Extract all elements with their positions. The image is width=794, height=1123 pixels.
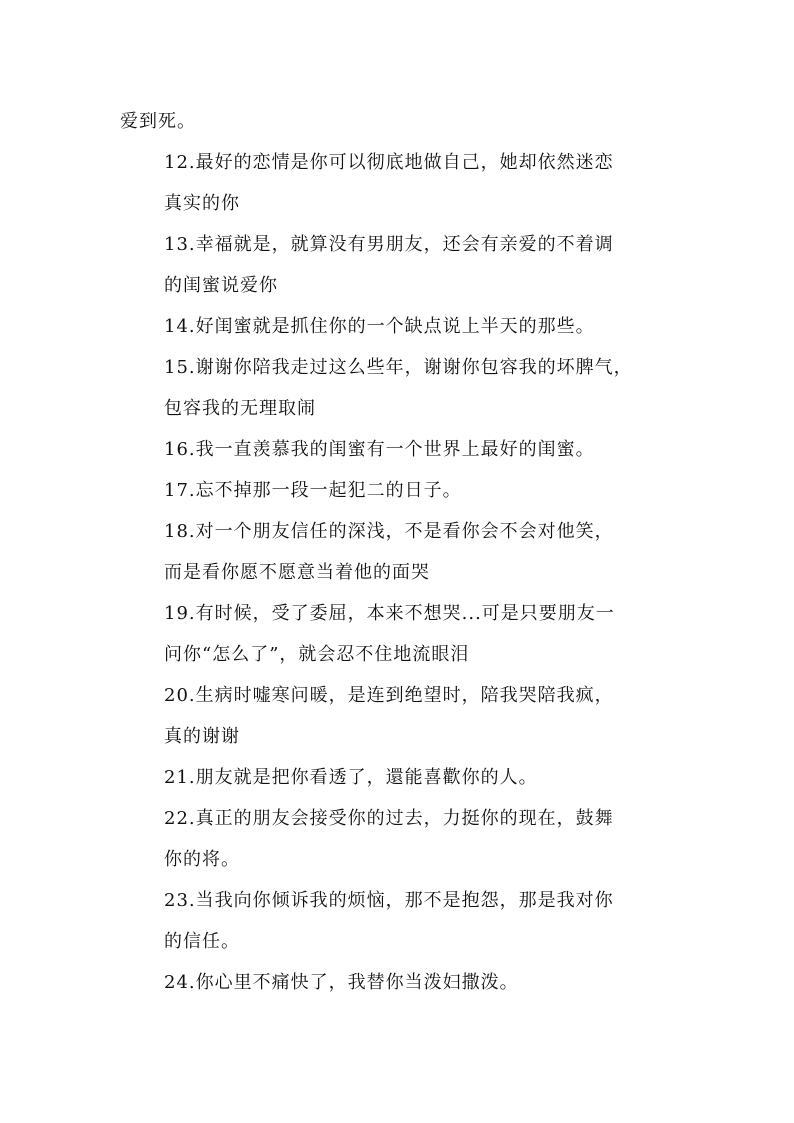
paragraph-item-18 bbox=[120, 511, 680, 593]
text-line: 的信任。 bbox=[164, 931, 240, 952]
text-line: 你的将。 bbox=[164, 849, 240, 870]
text-line: 15.谢谢你陪我走过这么些年，谢谢你包容我的坏脾气， bbox=[164, 357, 633, 378]
text-line: 12.最好的恋情是你可以彻底地做自己，她却依然迷恋 bbox=[164, 152, 614, 173]
text-line: 17.忘不掉那一段一起犯二的日子。 bbox=[164, 480, 462, 501]
text-line: 21.朋友就是把你看透了，還能喜歡你的人。 bbox=[164, 767, 538, 788]
paragraph-item-20 bbox=[120, 675, 680, 757]
text-line: 20.生病时嘘寒问暖，是连到绝望时，陪我哭陪我疯， bbox=[164, 685, 614, 706]
paragraph-continuation bbox=[120, 101, 680, 142]
text-line: 22.真正的朋友会接受你的过去，力挺你的现在，鼓舞 bbox=[164, 808, 614, 829]
paragraph-item-13 bbox=[120, 224, 680, 306]
text-line: 而是看你愿不愿意当着他的面哭 bbox=[164, 562, 430, 583]
text-line: 爱到死。 bbox=[120, 111, 196, 132]
paragraph-item-24 bbox=[120, 962, 680, 1003]
paragraph-item-16 bbox=[120, 429, 680, 470]
text-line: 真的谢谢 bbox=[164, 726, 240, 747]
paragraph-item-19 bbox=[120, 593, 680, 675]
text-line: 13.幸福就是，就算没有男朋友，还会有亲爱的不着调 bbox=[164, 234, 614, 255]
text-line: 14.好闺蜜就是抓住你的一个缺点说上半天的那些。 bbox=[164, 316, 595, 337]
text-line: 真实的你 bbox=[164, 193, 240, 214]
text-line: 问你“怎么了”，就会忍不住地流眼泪 bbox=[164, 644, 470, 665]
paragraph-item-17 bbox=[120, 470, 680, 511]
text-line: 19.有时候，受了委屈，本来不想哭...可是只要朋友一 bbox=[164, 603, 615, 624]
paragraph-item-21 bbox=[120, 757, 680, 798]
text-line: 24.你心里不痛快了，我替你当泼妇撒泼。 bbox=[164, 972, 519, 993]
text-line: 包容我的无理取闹 bbox=[164, 398, 316, 419]
paragraph-item-15 bbox=[120, 347, 680, 429]
paragraph-item-14 bbox=[120, 306, 680, 347]
paragraph-item-22 bbox=[120, 798, 680, 880]
text-line: 18.对一个朋友信任的深浅，不是看你会不会对他笑， bbox=[164, 521, 614, 542]
text-line: 的闺蜜说爱你 bbox=[164, 275, 278, 296]
text-line: 23.当我向你倾诉我的烦恼，那不是抱怨，那是我对你 bbox=[164, 890, 614, 911]
paragraph-item-23 bbox=[120, 880, 680, 962]
document-body bbox=[120, 101, 680, 1003]
paragraph-item-12 bbox=[120, 142, 680, 224]
text-line: 16.我一直羡慕我的闺蜜有一个世界上最好的闺蜜。 bbox=[164, 439, 595, 460]
